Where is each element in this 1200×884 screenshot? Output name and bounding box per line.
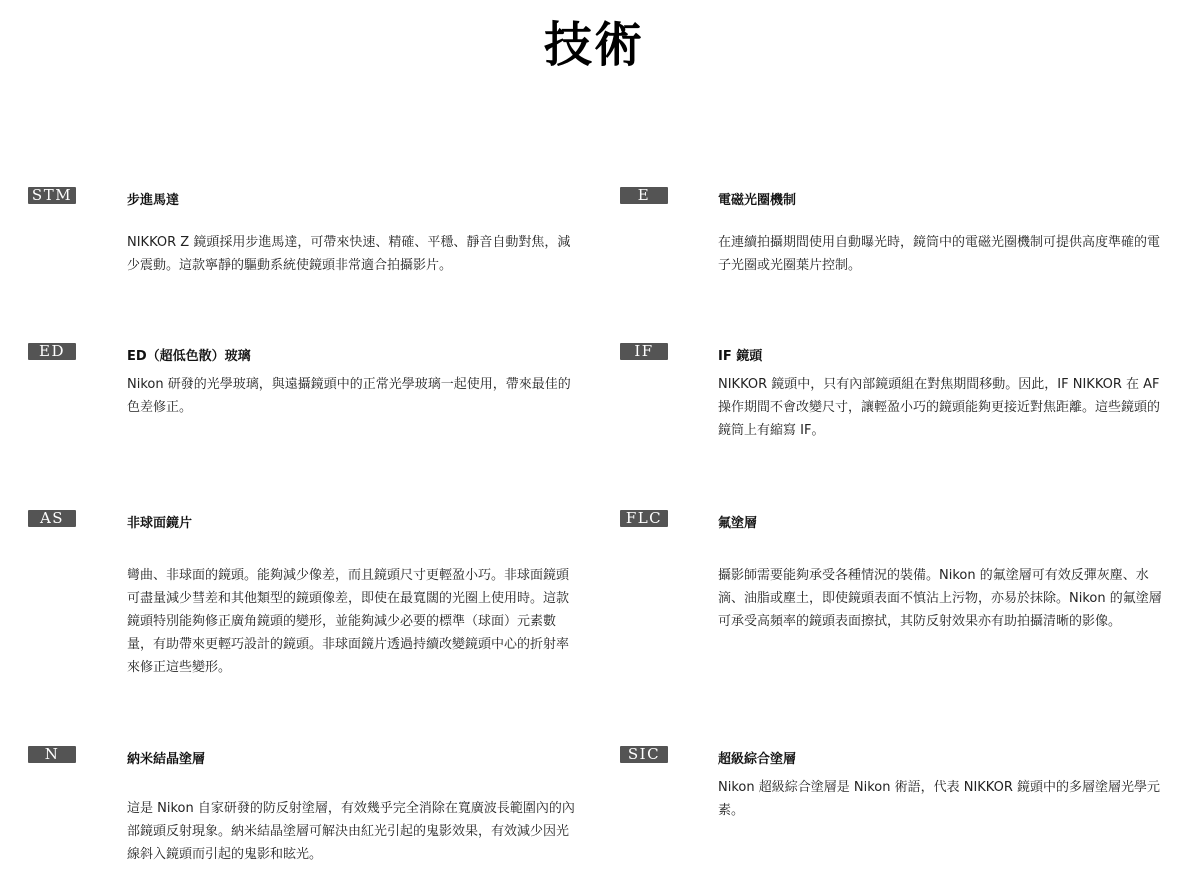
ed-heading: ED（超低色散）玻璃 [127, 349, 251, 364]
e-heading: 電磁光圈機制 [718, 193, 797, 208]
stm-heading: 步進馬達 [127, 193, 180, 208]
sic-heading: 超級綜合塗層 [718, 752, 797, 767]
n-badge: N [28, 746, 76, 763]
stm-description: NIKKOR Z 鏡頭採用步進馬達，可帶來快速、精確、平穩、靜音自動對焦，減少震動。這款寧靜的驅動系統使鏡頭非常適合拍攝影片。 [127, 235, 571, 273]
flc-heading: 氟塗層 [718, 516, 758, 531]
e-description: 在連續拍攝期間使用自動曝光時，鏡筒中的電磁光圈機制可提供高度準確的電子光圈或光圈葉片控制。 [718, 235, 1161, 273]
n-description: 這是 Nikon 自家研發的防反射塗層，有效幾乎完全消除在寬廣波長範圍內的內部鏡頭反射現象。納米結晶塗層可解決由紅光引起的鬼影效果，有效減少因光線斜入鏡頭而引起的鬼影和眩光。 [127, 801, 575, 862]
sic-description: Nikon 超級綜合塗層是 Nikon 術語，代表 NIKKOR 鏡頭中的多層塗層光學元素。 [718, 780, 1161, 818]
as-heading: 非球面鏡片 [127, 516, 193, 531]
stm-badge: STM [28, 187, 76, 204]
as-description: 彎曲、非球面的鏡頭。能夠減少像差，而且鏡頭尺寸更輕盈小巧。非球面鏡頭可盡量減少彗差和其他類型的鏡頭像差，即使在最寬闊的光圈上使用時。這款鏡頭特別能夠修正廣角鏡頭的變形，並能夠減少必要的標準（球面）元素數量，有助帶來更輕巧設計的鏡頭。非球面鏡片透過持續改變鏡頭中心的折射率來修正這些變形。 [127, 568, 570, 675]
ed-badge: ED [28, 343, 76, 360]
if-description: NIKKOR 鏡頭中，只有內部鏡頭組在對焦期間移動。因此，IF NIKKOR 在 AF 操作期間不會改變尺寸，讓輕盈小巧的鏡頭能夠更接近對焦距離。這些鏡頭的鏡筒上有縮寫 IF。 [718, 377, 1161, 438]
as-badge: AS [28, 510, 76, 527]
page-title: 技術 [543, 17, 644, 73]
sic-badge: SIC [620, 746, 668, 763]
if-badge: IF [620, 343, 668, 360]
e-badge: E [620, 187, 668, 204]
if-heading: IF 鏡頭 [718, 349, 763, 364]
n-heading: 納米結晶塗層 [127, 752, 206, 767]
ed-description: Nikon 研發的光學玻璃，與遠攝鏡頭中的正常光學玻璃一起使用，帶來最佳的色差修正。 [127, 377, 571, 415]
flc-badge: FLC [620, 510, 668, 527]
flc-description: 攝影師需要能夠承受各種情況的裝備。Nikon 的氟塗層可有效反彈灰塵、水滴、油脂或塵土，即使鏡頭表面不慎沾上污物，亦易於抹除。Nikon 的氟塗層可承受高頻率的鏡頭表面擦拭，其防反射效果亦有助拍攝清晰的影像。 [718, 568, 1162, 629]
